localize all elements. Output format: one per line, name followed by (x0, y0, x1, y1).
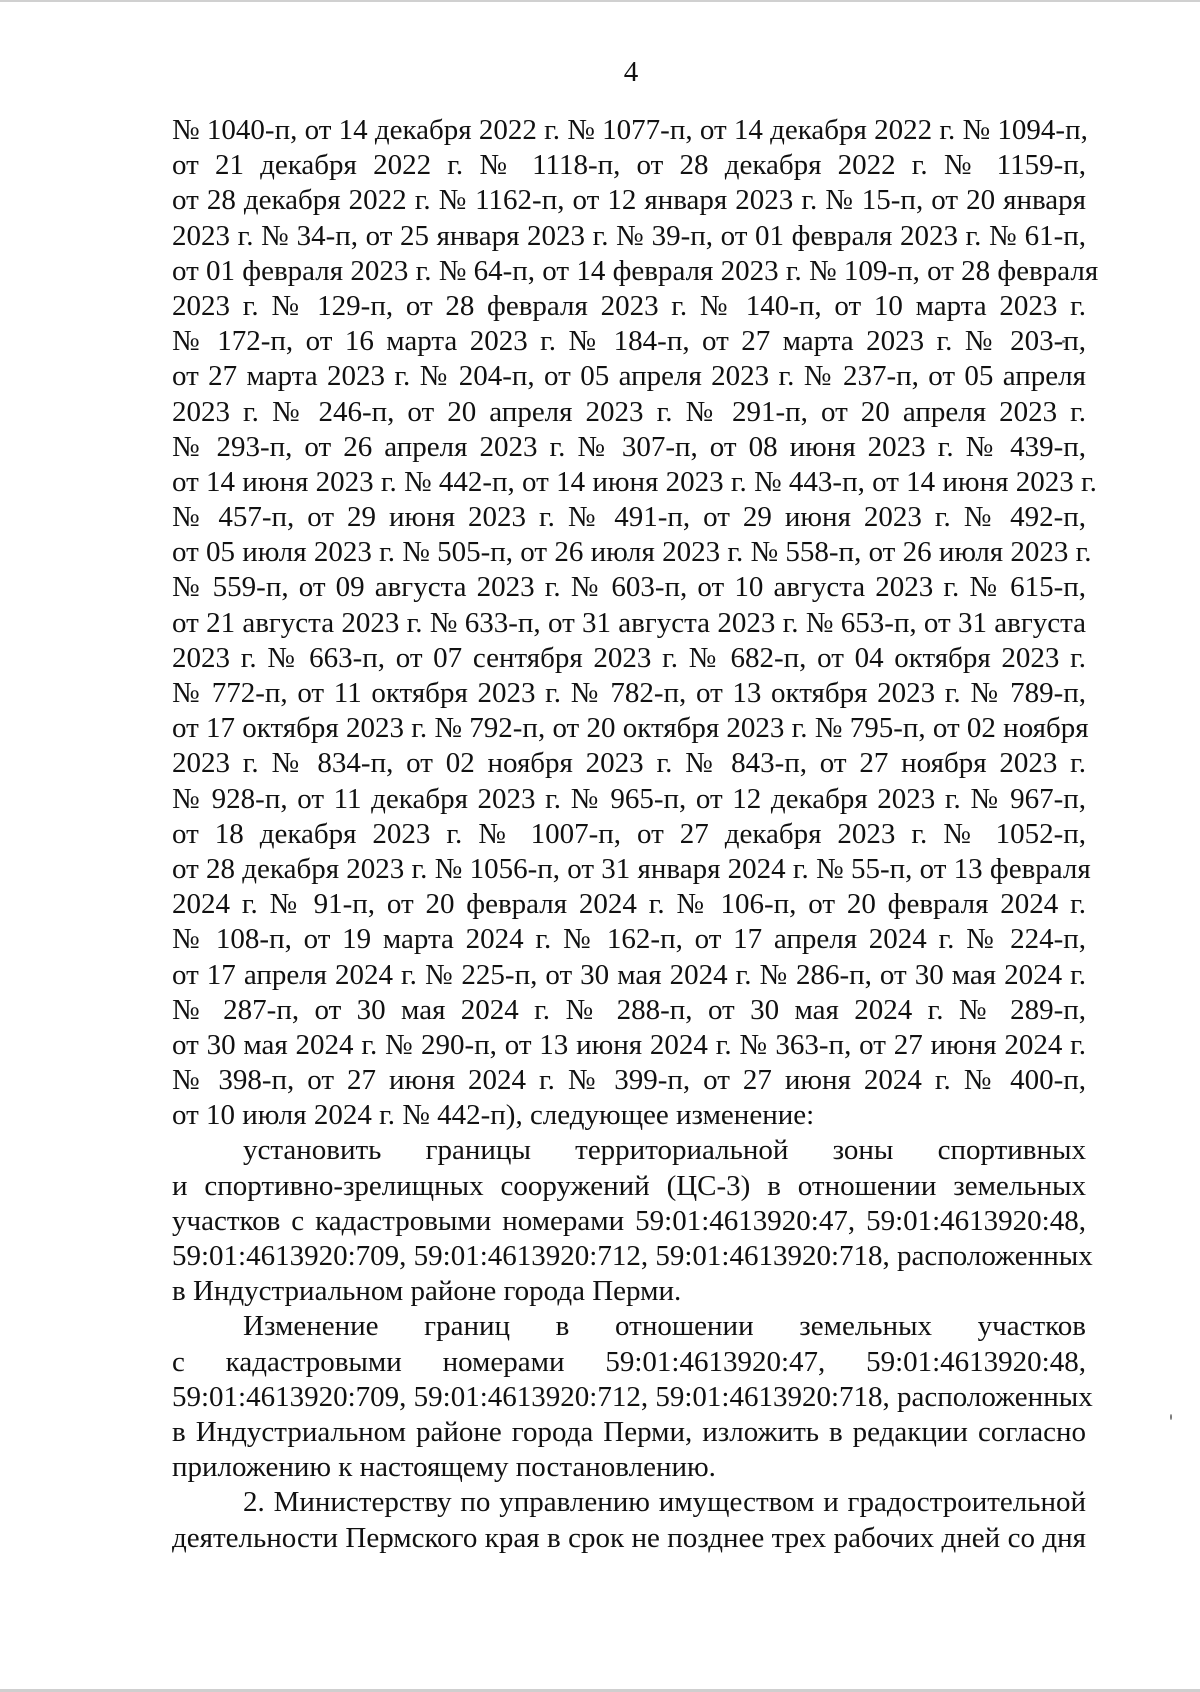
text-line: от 21 декабря 2022 г. № 1118-п, от 28 декабря 2022 г. № 1159-п, (172, 149, 1086, 182)
text-line: от 28 декабря 2023 г. № 1056-п, от 31 января 2024 г. № 55-п, от 13 февраля (172, 852, 1091, 885)
text-line: 2023 г. № 246-п, от 20 апреля 2023 г. № 291-п, от 20 апреля 2023 г. (172, 395, 1086, 428)
text-line: с кадастровыми номерами 59:01:4613920:47, 59:01:4613920:48, (172, 1345, 1086, 1378)
text-line: от 30 мая 2024 г. № 290-п, от 13 июня 2024 г. № 363-п, от 27 июня 2024 г. (172, 1028, 1086, 1061)
text-line: от 21 августа 2023 г. № 633-п, от 31 августа 2023 г. № 653-п, от 31 августа (172, 606, 1086, 639)
text-line: 59:01:4613920:709, 59:01:4613920:712, 59:01:4613920:718, расположенных (172, 1380, 1093, 1413)
text-line: деятельности Пермского края в срок не позднее трех рабочих дней со дня (172, 1521, 1086, 1554)
text-line: от 14 июня 2023 г. № 442-п, от 14 июня 2023 г. № 443-п, от 14 июня 2023 г. (172, 465, 1097, 498)
text-line: 2023 г. № 663-п, от 07 сентября 2023 г. № 682-п, от 04 октября 2023 г. (172, 641, 1086, 674)
text-line: от 27 марта 2023 г. № 204-п, от 05 апреля 2023 г. № 237-п, от 05 апреля (172, 360, 1086, 393)
text-line: 2023 г. № 129-п, от 28 февраля 2023 г. № 140-п, от 10 марта 2023 г. (172, 289, 1086, 322)
scan-speck (1170, 1414, 1172, 1420)
text-line: от 10 июля 2024 г. № 442-п), следующее изменение: (172, 1099, 815, 1132)
text-line: приложению к настоящему постановлению. (172, 1451, 716, 1484)
text-line: № 398-п, от 27 июня 2024 г. № 399-п, от 27 июня 2024 г. № 400-п, (172, 1064, 1086, 1097)
document-body (172, 113, 1099, 1556)
scan-top-edge (0, 0, 1200, 2)
text-line: и спортивно-зрелищных сооружений (ЦС-3) в отношении земельных (172, 1169, 1086, 1202)
paragraph-start-line: Изменение границ в отношении земельных участков (243, 1310, 1086, 1343)
text-line: № 559-п, от 09 августа 2023 г. № 603-п, от 10 августа 2023 г. № 615-п, (172, 571, 1086, 604)
text-line: № 928-п, от 11 декабря 2023 г. № 965-п, от 12 декабря 2023 г. № 967-п, (172, 782, 1086, 815)
text-line: № 1040-п, от 14 декабря 2022 г. № 1077-п, от 14 декабря 2022 г. № 1094-п, (172, 114, 1088, 146)
text-line: от 17 апреля 2024 г. № 225-п, от 30 мая 2024 г. № 286-п, от 30 мая 2024 г. (172, 958, 1086, 991)
text-line: от 17 октября 2023 г. № 792-п, от 20 октября 2023 г. № 795-п, от 02 ноября (172, 712, 1089, 745)
text-line: 2024 г. № 91-п, от 20 февраля 2024 г. № 106-п, от 20 февраля 2024 г. (172, 888, 1086, 921)
text-line: в Индустриальном районе города Перми. (172, 1275, 682, 1308)
text-line: от 28 декабря 2022 г. № 1162-п, от 12 января 2023 г. № 15-п, от 20 января (172, 184, 1086, 217)
page-number: 4 (623, 56, 639, 88)
text-line: 59:01:4613920:709, 59:01:4613920:712, 59:01:4613920:718, расположенных (172, 1240, 1093, 1272)
text-line: № 457-п, от 29 июня 2023 г. № 491-п, от 29 июня 2023 г. № 492-п, (172, 501, 1086, 534)
text-line: № 772-п, от 11 октября 2023 г. № 782-п, от 13 октября 2023 г. № 789-п, (172, 677, 1086, 709)
text-line: 2023 г. № 34-п, от 25 января 2023 г. № 39-п, от 01 февраля 2023 г. № 61-п, (172, 219, 1086, 252)
text-line: № 108-п, от 19 марта 2024 г. № 162-п, от 17 апреля 2024 г. № 224-п, (172, 923, 1086, 956)
paragraph-start-line: 2. Министерству по управлению имуществом и градостроительной (243, 1486, 1086, 1519)
text-line: № 287-п, от 30 мая 2024 г. № 288-п, от 30 мая 2024 г. № 289-п, (172, 993, 1086, 1026)
text-line: № 293-п, от 26 апреля 2023 г. № 307-п, от 08 июня 2023 г. № 439-п, (172, 430, 1086, 463)
paragraph-start-line: установить границы территориальной зоны спортивных (243, 1134, 1086, 1167)
text-line: 2023 г. № 834-п, от 02 ноября 2023 г. № 843-п, от 27 ноября 2023 г. (172, 747, 1086, 780)
text-line: в Индустриальном районе города Перми, изложить в редакции согласно (172, 1415, 1086, 1448)
text-line: участков с кадастровыми номерами 59:01:4613920:47, 59:01:4613920:48, (172, 1204, 1086, 1237)
text-line: от 05 июля 2023 г. № 505-п, от 26 июля 2023 г. № 558-п, от 26 июля 2023 г. (172, 536, 1092, 569)
text-line: от 01 февраля 2023 г. № 64-п, от 14 февраля 2023 г. № 109-п, от 28 февраля (172, 254, 1099, 287)
text-line: № 172-п, от 16 марта 2023 г. № 184-п, от 27 марта 2023 г. № 203-п, (172, 325, 1086, 358)
text-line: от 18 декабря 2023 г. № 1007-п, от 27 декабря 2023 г. № 1052-п, (172, 817, 1086, 850)
